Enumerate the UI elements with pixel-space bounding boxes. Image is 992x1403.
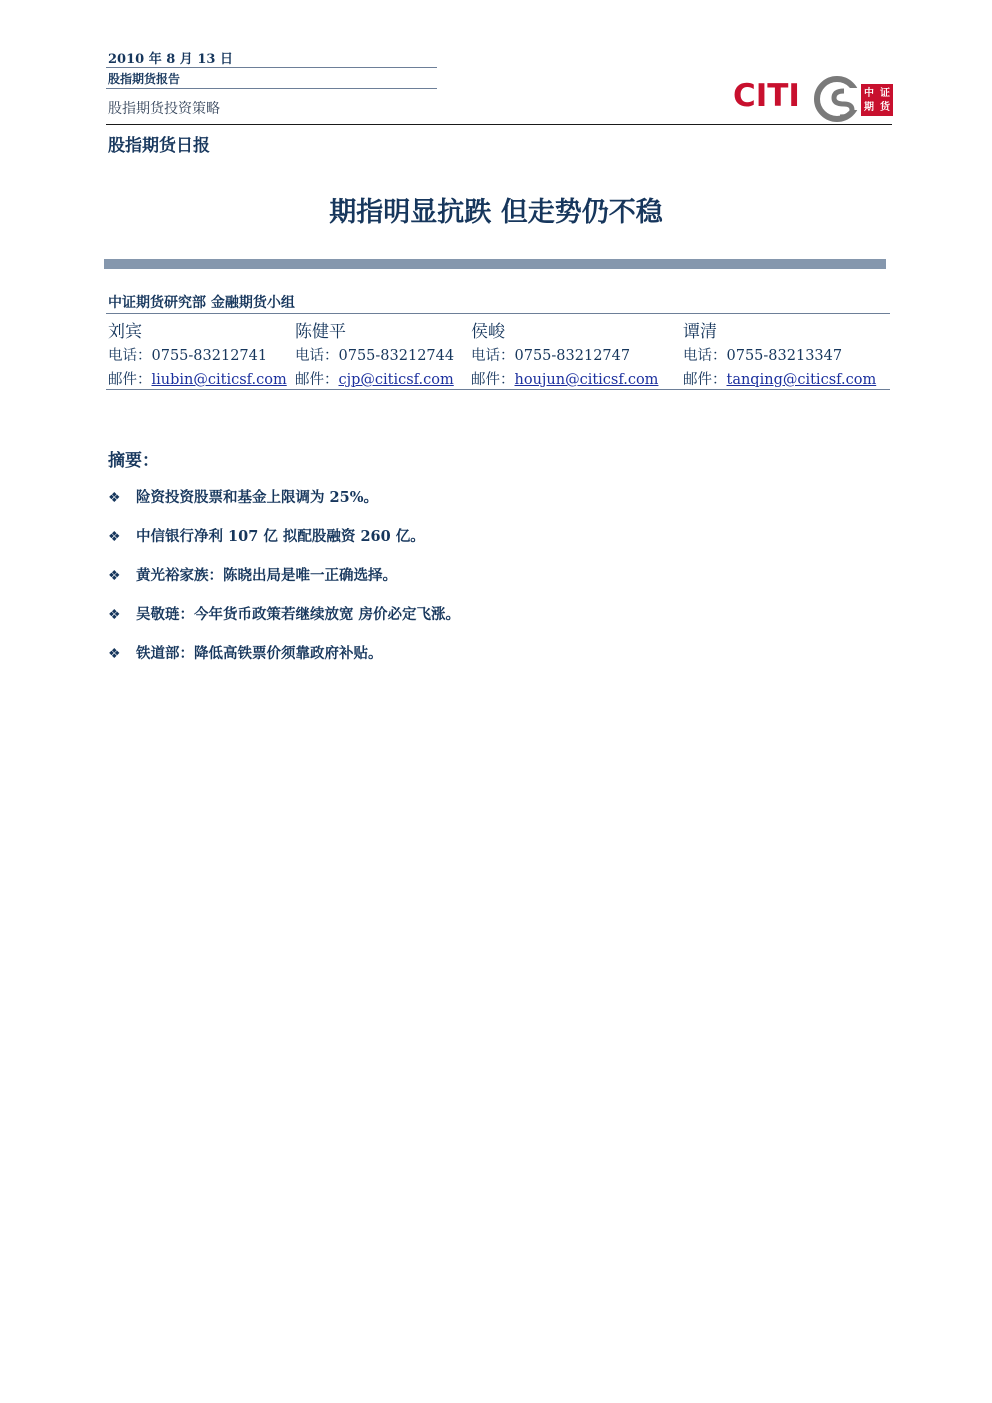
report-type: 股指期货报告 [108, 72, 181, 86]
diamond-bullet-icon: ❖ [108, 568, 121, 584]
logo-char: 期 [864, 102, 874, 113]
analyst-email-link[interactable]: houjun@citicsf.com [514, 372, 659, 388]
diamond-bullet-icon: ❖ [108, 646, 121, 662]
team-divider [106, 313, 890, 314]
diamond-bullet-icon: ❖ [108, 490, 121, 506]
report-title: 期指明显抗跌 但走势仍不稳 [329, 197, 663, 228]
logo-char: 货 [880, 102, 890, 113]
analyst-name: 陈健平 [295, 322, 346, 342]
summary-item: ❖ 吴敬琏：今年货币政策若继续放宽 房价必定飞涨。 [108, 603, 460, 642]
logo-text: CITI [733, 78, 800, 114]
analyst-name: 谭清 [683, 322, 717, 342]
analyst-phone: 电话：0755-83212741 [108, 348, 268, 364]
summary-item: ❖ 黄光裕家族：陈晓出局是唯一正确选择。 [108, 564, 460, 603]
analyst-email-row: 邮件：cjp@citicsf.com [295, 372, 454, 388]
summary-item: ❖ 险资投资股票和基金上限调为 25%。 [108, 486, 460, 525]
analyst-name: 侯峻 [471, 322, 505, 342]
analyst-phone: 电话：0755-83212747 [471, 348, 631, 364]
analyst-email-link[interactable]: liubin@citicsf.com [151, 372, 287, 388]
analyst-card [683, 320, 876, 392]
analyst-name: 刘宾 [108, 322, 142, 342]
summary-item: ❖ 中信银行净利 107 亿 拟配股融资 260 亿。 [108, 525, 460, 564]
report-name: 股指期货日报 [108, 136, 210, 156]
header-divider [106, 88, 437, 89]
header-bottom-rule [106, 124, 892, 125]
analyst-card [108, 320, 287, 392]
summary-list [108, 486, 460, 681]
logo-char: 证 [880, 88, 890, 99]
cs-emblem-icon [814, 76, 862, 122]
analyst-email-link[interactable]: tanqing@citicsf.com [726, 372, 877, 388]
diamond-bullet-icon: ❖ [108, 529, 121, 545]
analyst-email-row: 邮件：liubin@citicsf.com [108, 372, 287, 388]
logo-square [861, 84, 893, 116]
analyst-phone: 电话：0755-83212744 [295, 348, 455, 364]
analyst-phone: 电话：0755-83213347 [683, 348, 843, 364]
analyst-email-row: 邮件：houjun@citicsf.com [471, 372, 659, 388]
title-divider-bar [104, 259, 886, 269]
summary-item: ❖ 铁道部：降低高铁票价须靠政府补贴。 [108, 642, 460, 681]
header-divider [106, 67, 437, 68]
analyst-email-link[interactable]: cjp@citicsf.com [338, 372, 454, 388]
team-divider [106, 389, 890, 390]
summary-heading: 摘要： [108, 451, 159, 471]
analyst-card [471, 320, 658, 392]
logo-char: 中 [864, 88, 874, 99]
diamond-bullet-icon: ❖ [108, 607, 121, 623]
report-date: 2010 年 8 月 13 日 [108, 52, 233, 67]
report-strategy: 股指期货投资策略 [108, 101, 220, 117]
analyst-card [295, 320, 454, 392]
citics-logo [733, 76, 895, 122]
team-name: 中证期货研究部 金融期货小组 [108, 295, 295, 311]
analyst-email-row: 邮件：tanqing@citicsf.com [683, 372, 877, 388]
